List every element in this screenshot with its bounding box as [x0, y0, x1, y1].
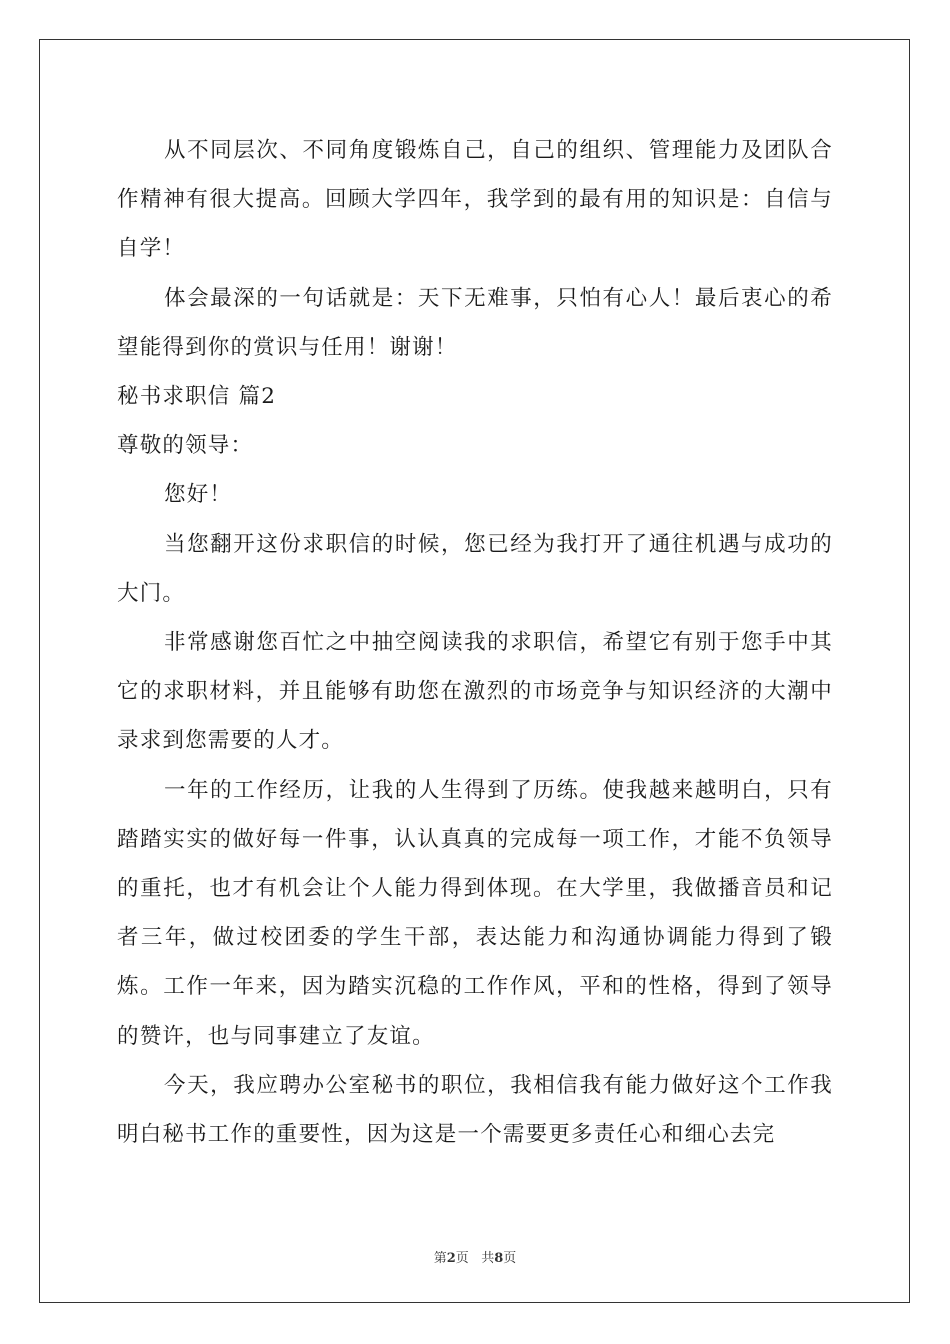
footer-page-suffix: 页 — [503, 1251, 517, 1266]
paragraph-6: 今天，我应聘办公室秘书的职位，我相信我有能力做好这个工作我明白秘书工作的重要性，因为这是一个需要更多责任心和细心去完 — [117, 1072, 833, 1148]
greeting: 您好！ — [164, 482, 233, 508]
paragraph-2: 体会最深的一句话就是：天下无难事，只怕有心人！最后衷心的希望能得到你的赏识与任用！谢谢！ — [117, 285, 833, 360]
footer-page-current: 2 — [446, 1251, 456, 1266]
footer-page-prefix: 第 — [433, 1251, 447, 1266]
paragraph-3: 当您翻开这份求职信的时候，您已经为我打开了通往机遇与成功的大门。 — [117, 531, 833, 606]
paragraph-5: 一年的工作经历，让我的人生得到了历练。使我越来越明白，只有踏踏实实的做好每一件事，认认真真的完成每一项工作，才能不负领导的重托，也才有机会让个人能力得到体现。在大学里，我做播音员和记者三年，做过校团委的学生干部，表达能力和沟通协调能力得到了锻炼。工作一年来，因为踏实沉稳的工作作风，平和的性格，得到了领导的赞许，也与同事建立了友谊。 — [117, 777, 833, 1049]
paragraph-1: 从不同层次、不同角度锻炼自己，自己的组织、管理能力及团队合作精神有很大提高。回顾大学四年，我学到的最有用的知识是：自信与自学！ — [117, 138, 833, 262]
footer-page-mid: 页 共 — [455, 1251, 495, 1266]
paragraph-4: 非常感谢您百忙之中抽空阅读我的求职信，希望它有别于您手中其它的求职材料，并且能够有助您在激烈的市场竞争与知识经济的大潮中录求到您需要的人才。 — [117, 630, 833, 754]
page-footer — [0, 1247, 950, 1266]
salutation: 尊敬的领导： — [117, 433, 254, 459]
section-heading: 秘书求职信 篇2 — [117, 384, 277, 410]
document-body — [117, 126, 833, 1159]
footer-page-total: 8 — [494, 1251, 504, 1266]
